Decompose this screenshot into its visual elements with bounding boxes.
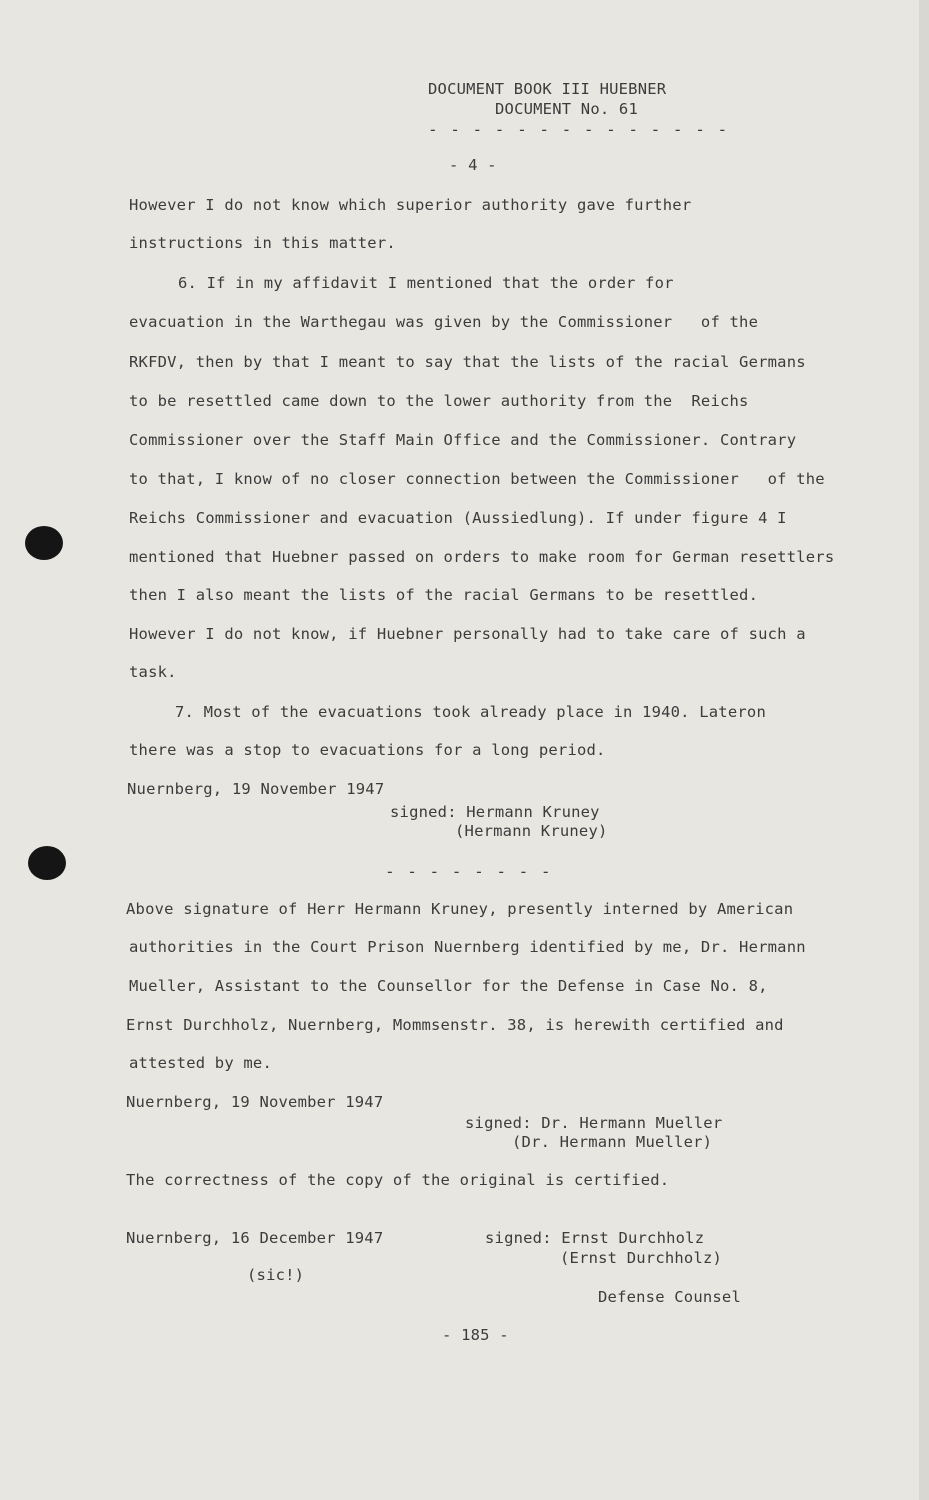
certification-line: authorities in the Court Prison Nuernberg identified by me, Dr. Hermann	[129, 938, 806, 956]
signature-line: signed: Hermann Kruney	[390, 803, 600, 821]
body-line: mentioned that Huebner passed on orders to make room for German resettlers	[129, 548, 835, 566]
body-line: 6. If in my affidavit I mentioned that the order for	[178, 274, 674, 292]
header-rule: - - - - - - - - - - - - - -	[428, 120, 729, 139]
page-marker: - 4 -	[449, 156, 497, 174]
body-line: there was a stop to evacuations for a long period.	[129, 741, 606, 759]
punch-hole	[25, 526, 63, 560]
body-line: However I do not know which superior authority gave further	[129, 196, 692, 214]
page-edge	[919, 0, 929, 1500]
body-line: Commissioner over the Staff Main Office and the Commissioner. Contrary	[129, 431, 797, 449]
final-signature-name: (Ernst Durchholz)	[560, 1249, 723, 1267]
certification-line: Mueller, Assistant to the Counsellor for the Defense in Case No. 8,	[129, 977, 768, 995]
body-line: Reichs Commissioner and evacuation (Aussiedlung). If under figure 4 I	[129, 509, 787, 527]
defense-counsel-title: Defense Counsel	[598, 1288, 741, 1306]
signature-name: (Hermann Kruney)	[455, 822, 608, 840]
page-number: - 185 -	[442, 1326, 509, 1344]
document-number: DOCUMENT No. 61	[495, 100, 638, 118]
signature-place-date: Nuernberg, 19 November 1947	[127, 780, 385, 798]
body-line: evacuation in the Warthegau was given by the Commissioner of the	[129, 313, 759, 331]
body-line: instructions in this matter.	[129, 234, 396, 252]
body-line: task.	[129, 663, 177, 681]
signature-name: (Dr. Hermann Mueller)	[512, 1133, 713, 1151]
body-line: RKFDV, then by that I meant to say that the lists of the racial Germans	[129, 353, 806, 371]
certification-line: Above signature of Herr Hermann Kruney, presently interned by American	[126, 900, 794, 918]
signature-place-date: Nuernberg, 19 November 1947	[126, 1093, 384, 1111]
body-line: then I also meant the lists of the racial Germans to be resettled.	[129, 586, 759, 604]
body-line: to be resettled came down to the lower authority from the Reichs	[129, 392, 749, 410]
section-separator: - - - - - - - -	[385, 862, 552, 881]
copy-certification: The correctness of the copy of the original is certified.	[126, 1171, 670, 1189]
signature-line: signed: Dr. Hermann Mueller	[465, 1114, 723, 1132]
certification-line: Ernst Durchholz, Nuernberg, Mommsenstr. 38, is herewith certified and	[126, 1016, 784, 1034]
body-line: 7. Most of the evacuations took already place in 1940. Lateron	[175, 703, 766, 721]
final-place-date: Nuernberg, 16 December 1947	[126, 1229, 384, 1247]
body-line: to that, I know of no closer connection between the Commissioner of the	[129, 470, 825, 488]
document-book-title: DOCUMENT BOOK III HUEBNER	[428, 80, 667, 98]
certification-line: attested by me.	[129, 1054, 272, 1072]
punch-hole	[28, 846, 66, 880]
body-line: However I do not know, if Huebner personally had to take care of such a	[129, 625, 806, 643]
final-signature-line: signed: Ernst Durchholz	[485, 1229, 705, 1247]
sic-note: (sic!)	[247, 1266, 305, 1284]
